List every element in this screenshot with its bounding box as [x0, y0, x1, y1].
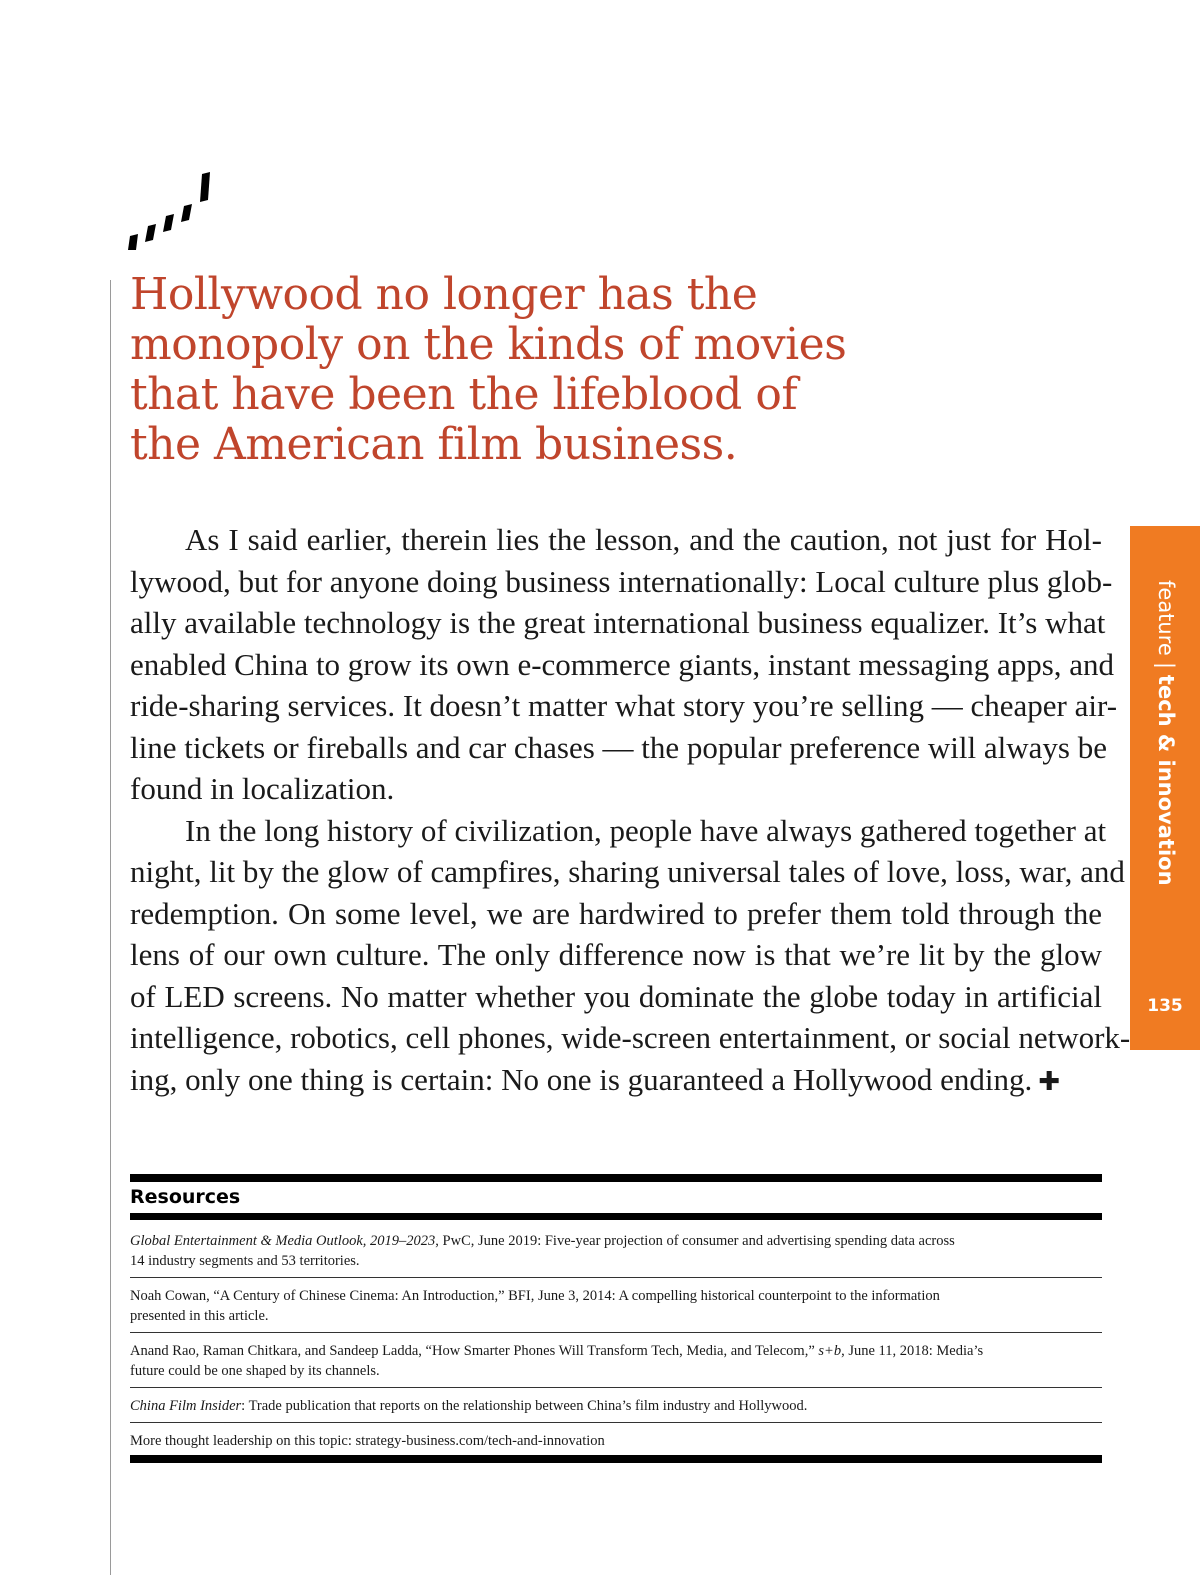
resource-item: [130, 1431, 1102, 1451]
body-line: redemption. On some level, we are hardwired to prefer them told through the: [130, 895, 1102, 931]
body-line: ride-sharing services. It doesn’t matter what story you’re selling — cheaper air-: [130, 688, 1118, 723]
section-label: [1148, 580, 1178, 886]
pull-quote-line: monopoly on the kinds of movies: [130, 319, 847, 370]
body-line: ally available technology is the great international business equalizer. It’s what: [130, 605, 1106, 640]
resource-text: 14 industry segments and 53 territories.: [130, 1253, 360, 1269]
resources-top-rule: [130, 1174, 1102, 1182]
resources-bottom-rule: [130, 1455, 1102, 1463]
body-line: lens of our own culture. The only difference now is that we’re lit by the glow: [130, 937, 1102, 972]
resource-title: Global Entertainment & Media Outlook, 2019–2023: [130, 1233, 436, 1249]
pull-quote-line: the American film business.: [130, 419, 738, 470]
body-line: found in localization.: [130, 771, 395, 806]
resource-divider: [130, 1422, 1102, 1423]
resource-publication: s+b: [818, 1343, 842, 1359]
body-line: of LED screens. No matter whether you dominate the globe today in artificial: [130, 978, 1102, 1014]
body-line: In the long history of civilization, people have always gathered together at: [185, 812, 1107, 848]
resource-text: Noah Cowan, “A Century of Chinese Cinema: An Introduction,” BFI, June 3, 2014: A compelling historical counterpoint to the information: [130, 1288, 940, 1304]
resource-divider: [130, 1387, 1102, 1388]
resource-text: , PwC, June 2019: Five-year projection of consumer and advertising spending data across: [435, 1233, 955, 1249]
pull-quote-line: Hollywood no longer has the: [130, 269, 758, 320]
resource-link-text: More thought leadership on this topic: strategy-business.com/tech-and-innovation: [130, 1433, 605, 1449]
body-line-text: ing, only one thing is certain: No one is guaranteed a Hollywood ending.: [130, 1061, 1033, 1097]
body-line: lywood, but for anyone doing business internationally: Local culture plus glob-: [130, 563, 1113, 599]
section-name: feature: [1154, 580, 1178, 656]
article-body: [130, 519, 1131, 1100]
body-line-final: [130, 1059, 1102, 1101]
clapperboard-stripes-icon: [128, 170, 218, 250]
resource-divider: [130, 1332, 1102, 1333]
section-topic: tech & innovation: [1154, 674, 1178, 886]
body-line: enabled China to grow its own e-commerce giants, instant messaging apps, and: [130, 646, 1115, 682]
resource-item: [130, 1341, 1102, 1381]
resource-text: presented in this article.: [130, 1308, 269, 1324]
body-line: line tickets or fireballs and car chases — the popular preference will always be: [130, 729, 1107, 765]
body-line: night, lit by the glow of campfires, sharing universal tales of love, loss, war, and: [130, 854, 1125, 889]
resources-list: [130, 1231, 1102, 1451]
resource-title: China Film Insider: [130, 1398, 242, 1414]
resource-text: , June 11, 2018: Media’s: [841, 1343, 984, 1359]
body-line: intelligence, robotics, cell phones, wide-screen entertainment, or social network-: [130, 1020, 1131, 1055]
resource-text: : Trade publication that reports on the relationship between China’s film industry and Hollywood.: [241, 1398, 808, 1414]
resources-heading-rule: [130, 1213, 1102, 1220]
resource-divider: [130, 1277, 1102, 1278]
page-number: 135: [1147, 996, 1183, 1016]
section-separator: |: [1154, 661, 1178, 669]
resource-item: [130, 1396, 1102, 1416]
end-mark-icon: ✚: [1038, 1066, 1061, 1097]
left-margin-rule: [110, 280, 111, 1575]
resource-text: future could be one shaped by its channels.: [130, 1363, 380, 1379]
pull-quote-line: that have been the lifeblood of: [130, 369, 798, 420]
resource-item: [130, 1231, 1102, 1271]
pull-quote: [130, 270, 870, 470]
resources-heading: Resources: [130, 1186, 241, 1208]
resource-item: [130, 1286, 1102, 1326]
resource-text: Anand Rao, Raman Chitkara, and Sandeep Ladda, “How Smarter Phones Will Transform Tech, Media, and Telecom,”: [130, 1343, 819, 1359]
body-line: As I said earlier, therein lies the lesson, and the caution, not just for Hol-: [185, 522, 1102, 557]
